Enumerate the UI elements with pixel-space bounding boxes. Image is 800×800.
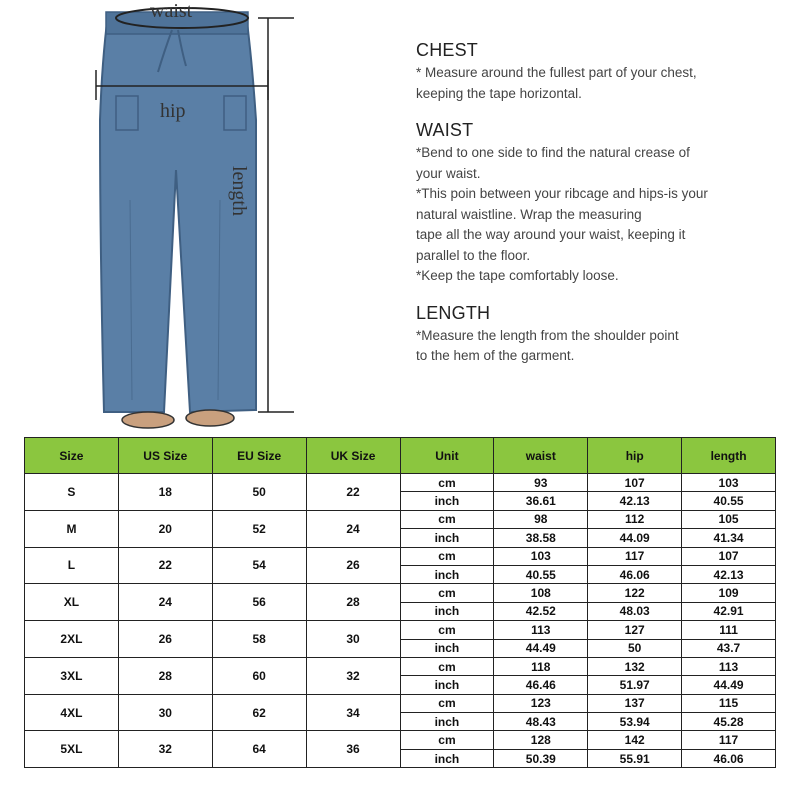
- cell-eu-size: 54: [212, 547, 306, 584]
- cell-hip: 44.09: [588, 529, 682, 547]
- cell-us-size: 28: [118, 657, 212, 694]
- table-row: [25, 657, 776, 675]
- waist-title: WAIST: [416, 120, 474, 140]
- pants-drawing: [60, 0, 320, 440]
- cell-waist: 36.61: [494, 492, 588, 510]
- cell-eu-size: 56: [212, 584, 306, 621]
- cell-length: 103: [682, 474, 776, 492]
- header-us-size: US Size: [118, 438, 212, 474]
- cell-hip: 127: [588, 621, 682, 639]
- cell-eu-size: 60: [212, 657, 306, 694]
- chest-line: keeping the tape horizontal.: [416, 85, 582, 101]
- table-row: [25, 694, 776, 712]
- cell-hip: 107: [588, 474, 682, 492]
- header-size: Size: [25, 438, 119, 474]
- cell-size: L: [25, 547, 119, 584]
- table-row: [25, 510, 776, 528]
- cell-length: 109: [682, 584, 776, 602]
- cell-eu-size: 50: [212, 474, 306, 511]
- cell-size: S: [25, 474, 119, 511]
- cell-length: 46.06: [682, 749, 776, 767]
- cell-unit: cm: [400, 547, 494, 565]
- cell-length: 40.55: [682, 492, 776, 510]
- cell-eu-size: 52: [212, 510, 306, 547]
- cell-size: 5XL: [25, 731, 119, 768]
- cell-size: 4XL: [25, 694, 119, 731]
- cell-us-size: 22: [118, 547, 212, 584]
- cell-length: 107: [682, 547, 776, 565]
- cell-unit: cm: [400, 731, 494, 749]
- table-row: [25, 474, 776, 492]
- cell-uk-size: 30: [306, 621, 400, 658]
- cell-waist: 128: [494, 731, 588, 749]
- cell-length: 44.49: [682, 676, 776, 694]
- waist-line: natural waistline. Wrap the measuring: [416, 206, 642, 222]
- cell-size: XL: [25, 584, 119, 621]
- cell-unit: inch: [400, 713, 494, 731]
- size-chart-table: [24, 437, 776, 768]
- cell-unit: cm: [400, 474, 494, 492]
- cell-us-size: 26: [118, 621, 212, 658]
- cell-uk-size: 32: [306, 657, 400, 694]
- cell-hip: 142: [588, 731, 682, 749]
- header-length: length: [682, 438, 776, 474]
- header-eu-size: EU Size: [212, 438, 306, 474]
- cell-hip: 42.13: [588, 492, 682, 510]
- cell-waist: 44.49: [494, 639, 588, 657]
- table-row: [25, 621, 776, 639]
- cell-uk-size: 24: [306, 510, 400, 547]
- cell-us-size: 20: [118, 510, 212, 547]
- cell-size: M: [25, 510, 119, 547]
- pants-illustration: [60, 0, 320, 440]
- cell-length: 43.7: [682, 639, 776, 657]
- cell-hip: 51.97: [588, 676, 682, 694]
- cell-us-size: 18: [118, 474, 212, 511]
- cell-eu-size: 64: [212, 731, 306, 768]
- header-hip: hip: [588, 438, 682, 474]
- cell-length: 111: [682, 621, 776, 639]
- left-foot: [122, 412, 174, 428]
- cell-unit: cm: [400, 510, 494, 528]
- length-title: LENGTH: [416, 302, 491, 323]
- cell-unit: cm: [400, 621, 494, 639]
- chest-title: CHEST: [416, 40, 479, 60]
- cell-uk-size: 34: [306, 694, 400, 731]
- cell-us-size: 32: [118, 731, 212, 768]
- cell-uk-size: 36: [306, 731, 400, 768]
- cell-length: 105: [682, 510, 776, 528]
- cell-hip: 122: [588, 584, 682, 602]
- cell-hip: 112: [588, 510, 682, 528]
- cell-waist: 103: [494, 547, 588, 565]
- cell-waist: 93: [494, 474, 588, 492]
- cell-size: 3XL: [25, 657, 119, 694]
- cell-length: 45.28: [682, 713, 776, 731]
- waist-section: [416, 120, 796, 287]
- waist-line: *Bend to one side to find the natural crease of: [416, 145, 690, 160]
- cell-waist: 40.55: [494, 565, 588, 583]
- table-row: [25, 584, 776, 602]
- waist-line: tape all the way around your waist, keeping it: [416, 227, 686, 242]
- cell-length: 113: [682, 657, 776, 675]
- waist-line: *Keep the tape comfortably loose.: [416, 268, 619, 283]
- cell-waist: 98: [494, 510, 588, 528]
- hip-label: hip: [160, 100, 186, 122]
- cell-us-size: 24: [118, 584, 212, 621]
- cell-unit: cm: [400, 694, 494, 712]
- header-uk-size: UK Size: [306, 438, 400, 474]
- cell-unit: inch: [400, 529, 494, 547]
- cell-waist: 123: [494, 694, 588, 712]
- measuring-guide: [416, 40, 796, 383]
- cell-uk-size: 22: [306, 474, 400, 511]
- length-line: *Measure the length from the shoulder point: [416, 327, 679, 343]
- cell-uk-size: 28: [306, 584, 400, 621]
- cell-unit: inch: [400, 749, 494, 767]
- cell-us-size: 30: [118, 694, 212, 731]
- header-unit: Unit: [400, 438, 494, 474]
- cell-waist: 113: [494, 621, 588, 639]
- waist-line: your waist.: [416, 165, 481, 181]
- cell-unit: inch: [400, 676, 494, 694]
- cell-waist: 46.46: [494, 676, 588, 694]
- cell-length: 115: [682, 694, 776, 712]
- cell-hip: 132: [588, 657, 682, 675]
- cell-waist: 108: [494, 584, 588, 602]
- table-body: [25, 474, 776, 768]
- cell-hip: 53.94: [588, 713, 682, 731]
- cell-waist: 38.58: [494, 529, 588, 547]
- cell-hip: 137: [588, 694, 682, 712]
- cell-eu-size: 58: [212, 621, 306, 658]
- cell-unit: cm: [400, 657, 494, 675]
- header-waist: waist: [494, 438, 588, 474]
- cell-hip: 46.06: [588, 565, 682, 583]
- cell-hip: 117: [588, 547, 682, 565]
- cell-unit: inch: [400, 565, 494, 583]
- cell-length: 117: [682, 731, 776, 749]
- waist-label: waist: [150, 0, 193, 22]
- cell-waist: 50.39: [494, 749, 588, 767]
- chest-line: * Measure around the fullest part of your chest,: [416, 65, 697, 80]
- cell-unit: inch: [400, 639, 494, 657]
- cell-length: 42.91: [682, 602, 776, 620]
- cell-size: 2XL: [25, 621, 119, 658]
- length-section: [416, 303, 796, 367]
- cell-hip: 55.91: [588, 749, 682, 767]
- cell-waist: 42.52: [494, 602, 588, 620]
- cell-unit: inch: [400, 602, 494, 620]
- table-header-row: [25, 438, 776, 474]
- waist-line: parallel to the floor.: [416, 247, 531, 263]
- cell-hip: 50: [588, 639, 682, 657]
- cell-eu-size: 62: [212, 694, 306, 731]
- waist-line: *This poin between your ribcage and hips-is your: [416, 186, 708, 201]
- cell-hip: 48.03: [588, 602, 682, 620]
- length-label: length: [228, 166, 250, 216]
- chest-section: [416, 40, 796, 104]
- cell-waist: 48.43: [494, 713, 588, 731]
- cell-length: 42.13: [682, 565, 776, 583]
- cell-uk-size: 26: [306, 547, 400, 584]
- cell-unit: cm: [400, 584, 494, 602]
- cell-unit: inch: [400, 492, 494, 510]
- table-row: [25, 731, 776, 749]
- length-line: to the hem of the garment.: [416, 348, 575, 363]
- table-row: [25, 547, 776, 565]
- cell-length: 41.34: [682, 529, 776, 547]
- cell-waist: 118: [494, 657, 588, 675]
- right-foot: [186, 410, 234, 426]
